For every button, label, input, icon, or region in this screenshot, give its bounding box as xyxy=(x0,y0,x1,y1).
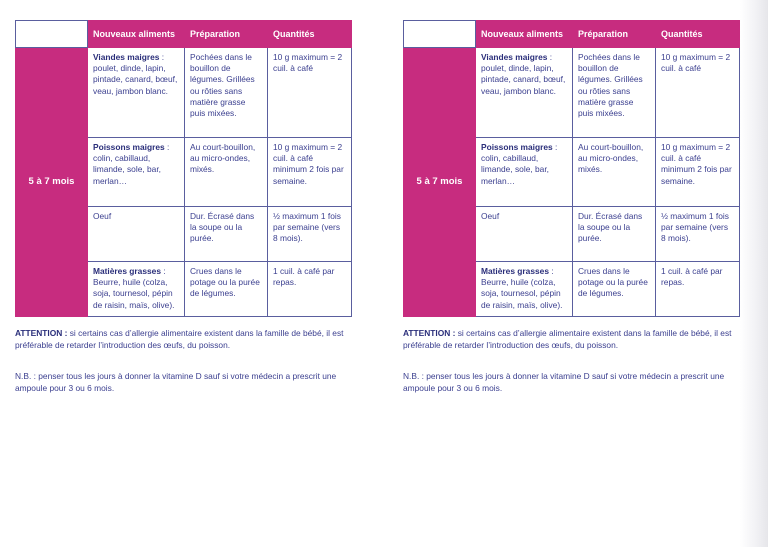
food-title: Matières grasses xyxy=(93,266,161,276)
preparation-cell: Dur. Écrasé dans la soupe ou la purée. xyxy=(185,207,268,262)
food-detail: poulet, dinde, lapin, pintade, canard, bœuf, veau, jambon blanc. xyxy=(481,63,566,96)
food-cell xyxy=(88,207,185,262)
attention-text: si certains cas d’allergie alimentaire existent dans la famille de bébé, il est préférable de retarder l’introduction des œufs, du poisson. xyxy=(15,328,344,350)
quantity-cell: 1 cuil. à café par repas. xyxy=(268,262,352,317)
food-title: Viandes maigres xyxy=(93,52,160,62)
page-left xyxy=(15,20,351,394)
food-cell xyxy=(476,262,573,317)
header-age-blank xyxy=(404,21,476,48)
header-quantity: Quantités xyxy=(656,21,740,48)
preparation-cell: Dur. Écrasé dans la soupe ou la purée. xyxy=(573,207,656,262)
food-suffix: : xyxy=(164,142,170,152)
food-detail: Oeuf xyxy=(93,211,112,221)
attention-text: si certains cas d’allergie alimentaire existent dans la famille de bébé, il est préférable de retarder l’introduction des œufs, du poisson. xyxy=(403,328,732,350)
food-title: Poissons maigres xyxy=(481,142,553,152)
age-cell: 5 à 7 mois xyxy=(404,48,476,317)
preparation-cell: Au court-bouillon, au micro-ondes, mixés. xyxy=(185,138,268,207)
preparation-cell: Pochées dans le bouillon de légumes. Grillées ou rôties sans matière grasse puis mixées. xyxy=(573,48,656,138)
attention-note xyxy=(403,328,739,351)
food-title: Viandes maigres xyxy=(481,52,548,62)
food-detail: Beurre, huile (colza, soja, tournesol, pépin de raisin, maïs, olive). xyxy=(481,277,563,310)
table-row xyxy=(16,48,352,138)
food-title: Matières grasses xyxy=(481,266,549,276)
food-detail: Beurre, huile (colza, soja, tournesol, pépin de raisin, maïs, olive). xyxy=(93,277,175,310)
preparation-cell: Crues dans le potage ou la purée de légumes. xyxy=(185,262,268,317)
preparation-cell: Crues dans le potage ou la purée de légumes. xyxy=(573,262,656,317)
food-table xyxy=(15,20,352,317)
quantity-cell: 10 g maximum = 2 cuil. à café minimum 2 fois par semaine. xyxy=(656,138,740,207)
header-age-blank xyxy=(16,21,88,48)
food-cell xyxy=(88,262,185,317)
nb-note: N.B. : penser tous les jours à donner la vitamine D sauf si votre médecin a prescrit une ampoule pour 3 ou 6 mois. xyxy=(403,371,725,393)
preparation-cell: Au court-bouillon, au micro-ondes, mixés. xyxy=(573,138,656,207)
table-header-row xyxy=(404,21,740,48)
food-title: Poissons maigres xyxy=(93,142,165,152)
food-suffix: : xyxy=(552,142,558,152)
quantity-cell: ½ maximum 1 fois par semaine (vers 8 mois). xyxy=(268,207,352,262)
preparation-cell: Pochées dans le bouillon de légumes. Grillées ou rôties sans matière grasse puis mixées. xyxy=(185,48,268,138)
header-quantity: Quantités xyxy=(268,21,352,48)
food-detail: colin, cabillaud, limande, sole, bar, merlan… xyxy=(93,153,161,186)
food-table xyxy=(403,20,740,317)
page-right xyxy=(403,20,739,394)
table-row xyxy=(404,48,740,138)
food-cell xyxy=(476,138,573,207)
quantity-cell: 10 g maximum = 2 cuil. à café minimum 2 fois par semaine. xyxy=(268,138,352,207)
attention-note xyxy=(15,328,351,351)
food-detail: Oeuf xyxy=(481,211,500,221)
header-preparation: Préparation xyxy=(185,21,268,48)
food-suffix: : xyxy=(547,52,553,62)
food-suffix: : xyxy=(548,266,554,276)
header-preparation: Préparation xyxy=(573,21,656,48)
quantity-cell: 1 cuil. à café par repas. xyxy=(656,262,740,317)
food-cell xyxy=(88,48,185,138)
page-edge-shadow xyxy=(740,0,768,547)
quantity-cell: 10 g maximum = 2 cuil. à café xyxy=(268,48,352,138)
quantity-cell: ½ maximum 1 fois par semaine (vers 8 mois). xyxy=(656,207,740,262)
food-cell xyxy=(476,48,573,138)
nb-note: N.B. : penser tous les jours à donner la vitamine D sauf si votre médecin a prescrit une ampoule pour 3 ou 6 mois. xyxy=(15,371,337,393)
age-cell: 5 à 7 mois xyxy=(16,48,88,317)
food-detail: poulet, dinde, lapin, pintade, canard, bœuf, veau, jambon blanc. xyxy=(93,63,178,96)
food-cell xyxy=(88,138,185,207)
attention-label: ATTENTION : xyxy=(15,328,68,338)
quantity-cell: 10 g maximum = 2 cuil. à café xyxy=(656,48,740,138)
header-food: Nouveaux aliments xyxy=(476,21,573,48)
attention-label: ATTENTION : xyxy=(403,328,456,338)
food-cell xyxy=(476,207,573,262)
table-header-row xyxy=(16,21,352,48)
food-suffix: : xyxy=(159,52,165,62)
food-detail: colin, cabillaud, limande, sole, bar, merlan… xyxy=(481,153,549,186)
header-food: Nouveaux aliments xyxy=(88,21,185,48)
food-suffix: : xyxy=(160,266,166,276)
